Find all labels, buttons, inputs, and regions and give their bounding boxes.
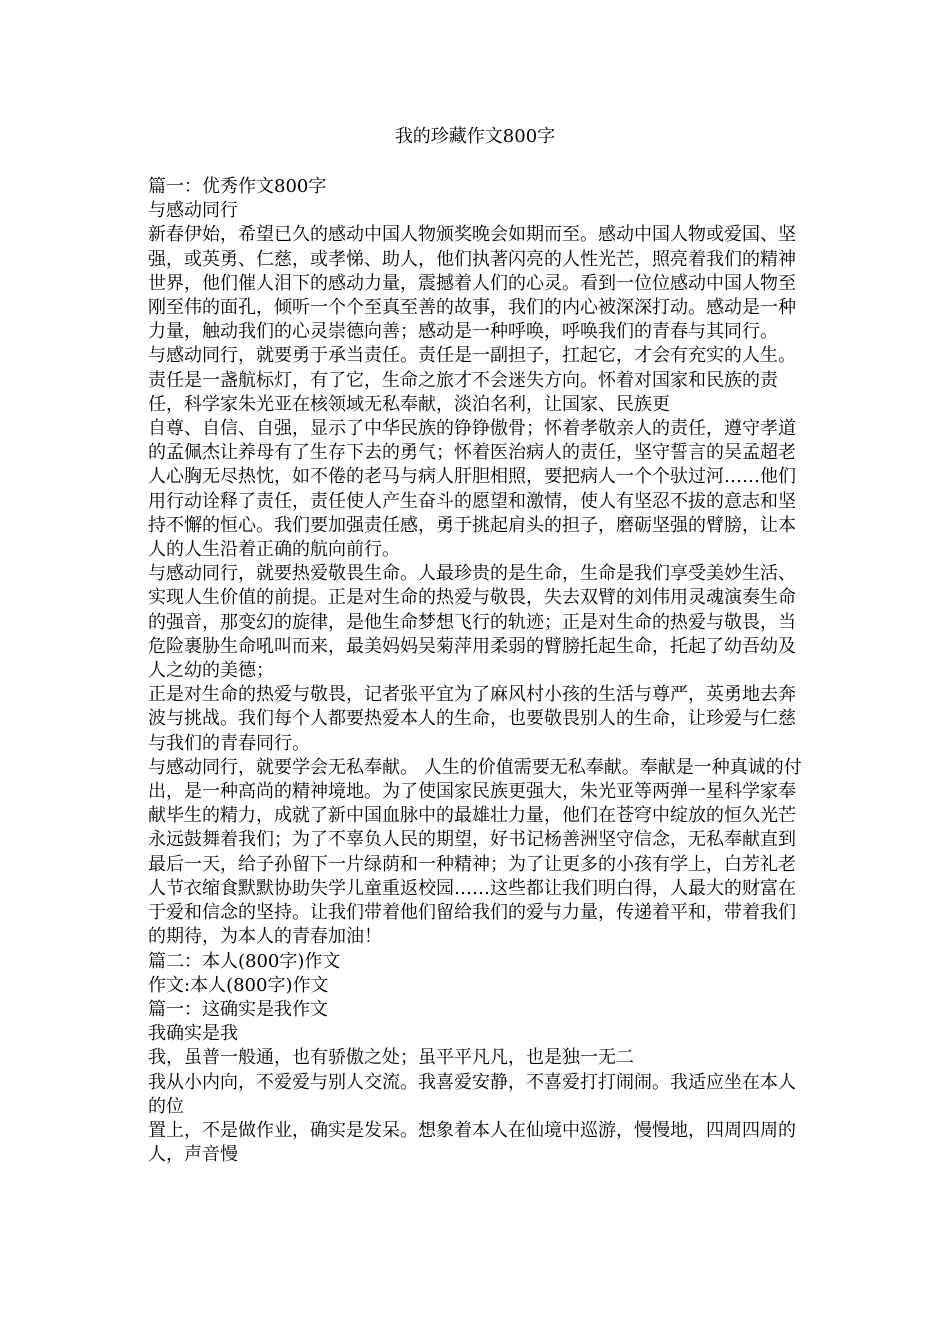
document-body [148, 175, 813, 1167]
document-title: 我的珍藏作文800字 [394, 126, 556, 147]
paragraph: 与感动同行，就要学会无私奉献。 人生的价值需要无私奉献。奉献是一种真诚的付出，是一种高尚的精神境地。为了使国家民族更强大，朱光亚等两弹一星科学家奉献毕生的精力，成就了新中国血脉中的最雄壮力量，他们在苍穹中绽放的恒久光芒永远鼓舞着我们；为了不辜负人民的期望，好书记杨善洲坚守信念，无私奉献直到最后一天，给子孙留下一片绿荫和一种精神；为了让更多的小孩有学上，白芳礼老人节衣缩食默默协助失学儿童重返校园……这些都让我们明白得，人最大的财富在于爱和信念的坚持。让我们带着他们留给我们的爱与力量，传递着平和，带着我们的期待，为本人的青春加油！ [148, 756, 802, 948]
paragraph: 篇二：本人(800字)作文 [148, 950, 341, 972]
paragraph: 新春伊始，希望已久的感动中国人物颁奖晚会如期而至。感动中国人物或爱国、坚强，或英勇、仁慈，或孝悌、助人，他们执著闪亮的人性光芒，照亮着我们的精神世界，他们催人泪下的感动力量，震撼着人们的心灵。看到一位位感动中国人物至刚至伟的面孔，倾听一个个至真至善的故事，我们的内心被深深打动。感动是一种力量，触动我们的心灵崇德向善；感动是一种呼唤，呼唤我们的青春与其同行。 [148, 224, 796, 343]
paragraph: 我，虽普一般通，也有骄傲之处；虽平平凡凡，也是独一无二 [148, 1047, 634, 1069]
paragraph: 篇一：这确实是我作文 [148, 998, 328, 1020]
paragraph: 篇一：优秀作文800字 [148, 176, 327, 197]
paragraph: 作文:本人(800字)作文 [148, 974, 329, 996]
paragraph: 置上，不是做作业，确实是发呆。想象着本人在仙境中巡游，慢慢地，四周四周的人，声音慢 [148, 1119, 796, 1166]
paragraph: 正是对生命的热爱与敬畏，记者张平宜为了麻风村小孩的生活与尊严，英勇地去奔波与挑战。我们每个人都要热爱本人的生命，也要敬畏别人的生命，让珍爱与仁慈与我们的青春同行。 [148, 684, 796, 754]
paragraph: 我从小内向，不爱爱与别人交流。我喜爱安静，不喜爱打打闹闹。我适应坐在本人的位 [148, 1071, 796, 1117]
paragraph: 与感动同行，就要热爱敬畏生命。人最珍贵的是生命，生命是我们享受美妙生活、实现人生价值的前提。正是对生命的热爱与敬畏，失去双臂的刘伟用灵魂演奏生命的强音，那变幻的旋律，是他生命梦想飞行的轨迹；正是对生命的热爱与敬畏，当危险裹胁生命吼叫而来，最美妈妈吴菊萍用柔弱的臂膀托起生命，托起了幼吾幼及人之幼的美德； [148, 563, 796, 682]
paragraph: 自尊、自信、自强，显示了中华民族的铮铮傲骨；怀着孝敬亲人的责任，遵守孝道的孟佩杰让养母有了生存下去的勇气；怀着医治病人的责任，坚守誓言的吴孟超老人心胸无尽热忱，如不倦的老马与病人肝胆相照，要把病人一个个驮过河……他们用行动诠释了责任，责任使人产生奋斗的愿望和激情，使人有坚忍不拔的意志和坚持不懈的恒心。我们要加强责任感，勇于挑起肩头的担子，磨砺坚强的臂膀，让本人的人生沿着正确的航向前行。 [148, 418, 796, 561]
paragraph: 与感动同行，就要勇于承当责任。责任是一副担子，扛起它，才会有充实的人生。责任是一盏航标灯，有了它，生命之旅才不会迷失方向。怀着对国家和民族的责任，科学家朱光亚在核领域无私奉献，淡泊名利，让国家、民族更 [148, 345, 796, 415]
paragraph: 我确实是我 [148, 1023, 238, 1045]
paragraph: 与感动同行 [148, 200, 238, 222]
